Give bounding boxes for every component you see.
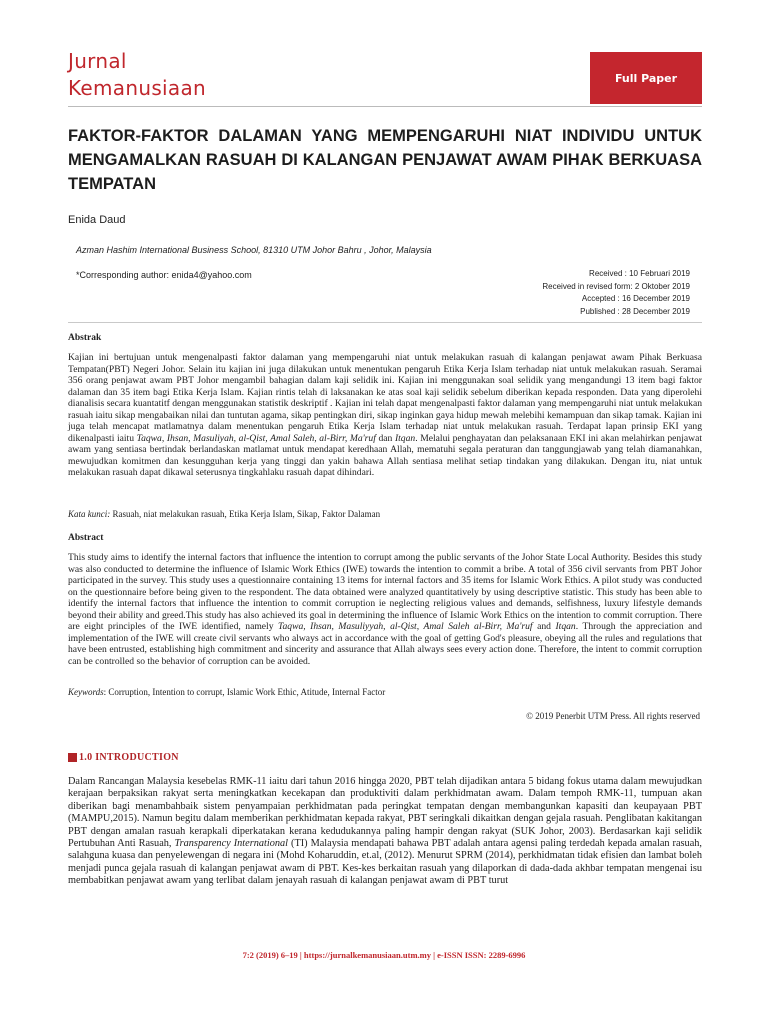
journal-title-line1: Jurnal xyxy=(68,49,127,73)
section-square-icon xyxy=(68,753,77,762)
introduction-heading xyxy=(68,752,179,763)
journal-title xyxy=(68,48,206,102)
abstract-heading: Abstract xyxy=(68,533,104,543)
received-date: Received : 10 Februari 2019 xyxy=(589,269,690,278)
abstract-divider xyxy=(68,322,702,323)
abstrak-heading: Abstrak xyxy=(68,333,102,343)
full-paper-badge: Full Paper xyxy=(590,52,702,104)
abstract-keywords: Keywords: Corruption, Intention to corrupt, Islamic Work Ethic, Atitude, Internal Factor xyxy=(68,687,386,697)
accepted-date: Accepted : 16 December 2019 xyxy=(581,294,690,303)
introduction-text: Dalam Rancangan Malaysia kesebelas RMK-11 iaitu dari tahun 2016 hingga 2020, PBT telah dijadikan antara 5 bidang fokus utama dalam mewujudkan kerajaan berpaksikan rakyat serta meningkatkan kecekapan dan produktiviti dalam perkhidmatan awam. Dalam tempoh RMK-11, tumpuan akan diberikan bagi menambahbaik sistem penyampaian perkhidmatan pada peringkat tempatan dengan membangunkan kapasiti dan keupayaan PBT (MAMPU,2015). Namun begitu dalam memberikan perkhidmatan kepada rakyat, PBT seringkali dikaitkan dengan gejala rasuah. Penglibatan kakitangan PBT dengan amalan rasuah kerapkali diperkatakan kerana kedudukannya paling hampir dengan rakyat (SUK Johor, 2003). Berdasarkan kaji selidik Pertubuhan Anti Rasuah, Transparency International (TI) Malaysia mendapati bahawa PBT adalah antara agensi paling terdedah kepada amalan rasuah, salahguna kuasa dan penyelewengan di negara ini (Mohd Koharuddin, et.al, (2012). Menurut SPRM (2014), perkhidmatan tidak efisien dan lambat boleh menjadi punca gejala rasuah di kalangan penjawat awam di PBT. Kes-kes berkaitan rasuah yang dilaporkan di dada-dada akhbar tempatan mengenai isu membabitkan penjawat awam yang terlibat dalam jenayah rasuah di kalangan penjawat awam di PBT turut xyxy=(68,776,702,887)
introduction-heading-label: 1.0 INTRODUCTION xyxy=(79,752,179,763)
corresponding-author: *Corresponding author: enida4@yahoo.com xyxy=(76,270,252,280)
copyright-notice: © 2019 Penerbit UTM Press. All rights reserved xyxy=(526,711,700,721)
abstrak-keywords: Kata kunci: Rasuah, niat melakukan rasuah, Etika Kerja Islam, Sikap, Faktor Dalaman xyxy=(68,509,381,519)
published-date: Published : 28 December 2019 xyxy=(580,306,690,316)
article-dates xyxy=(542,268,690,318)
revised-date: Received in revised form: 2 Oktober 2019 xyxy=(542,281,690,291)
abstrak-text: Kajian ini bertujuan untuk mengenalpasti faktor dalaman yang mempengaruhi niat untuk melakukan rasuah di kalangan penjawat awam Pihak Berkuasa Tempatan(PBT) Negeri Johor. Selain itu kajian ini juga dilakukan untuk menentukan pengaruh Etika Kerja Islam terhadap niat untuk melakukan rasuah. Seramai 356 orang penjawat awam PBT Johor mengambil bahagian dalam kaji selidik ini. Kajian ini menggunakan soal selidik yang mengandungi 13 item bagi faktor dalaman dan 35 item bagi Etika Kerja Islam. Kajian rintis telah di laksanakan ke atas soal kaji selidik sebelum diberikan kepada responden. Data yang diperolehi dianalisis secara kuantatitf dengan menggunakan statistik deskriptif . Kajian ini telah dapat mengenalpasti faktor dalaman yang mempengaruhi niat untuk melakukan rasuah iaitu sikap mengabaikan nilai dan tuntutan agama, sikap pentingkan diri, sikap inginkan gaya hidup mewah melebihi kemampuan dan sikap tamak. Kajian ini juga telah mencapat matlamatnya dalam menentukan pengaruh Etika Kerja Islam terhadap niat untuk melakukan rasuah. Terdapat lapan prinsip EKI yang dikenalpasti iaitu Taqwa, Ihsan, Masuliyah, al-Qist, Amal Saleh, al-Birr, Ma'ruf dan Itqan. Melalui penghayatan dan pelaksanaan EKI ini akan melahirkan penjawat awam yang sentiasa bertindak berlandaskan matlamat untuk mendapat keredhaan Allah, mematuhi segala peraturan dan tanggungjawab yang telah diamanahkan, mewujudkan komitmen dan kesungguhan kerja yang tinggi dan yakin bahawa Allah sentiasa melihat setiap tindakan yang dilakukan. Dengan itu, niat untuk melakukan rasuah dapat dikawal seterusnya tingkahlaku rasuah dapat dihindari. xyxy=(68,352,702,478)
header-divider xyxy=(68,106,702,107)
page-footer[interactable]: 7:2 (2019) 6–19 | https://jurnalkemanusiaan.utm.my | e-ISSN ISSN: 2289-6996 xyxy=(242,950,526,960)
article-title: FAKTOR-FAKTOR DALAMAN YANG MEMPENGARUHI NIAT INDIVIDU UNTUK MENGAMALKAN RASUAH DI KALANGAN PENJAWAT AWAM PIHAK BERKUASA TEMPATAN xyxy=(68,127,702,193)
author-name: Enida Daud xyxy=(68,214,126,226)
author-affiliation: Azman Hashim International Business School, 81310 UTM Johor Bahru , Johor, Malaysia xyxy=(76,245,432,255)
journal-title-line2: Kemanusiaan xyxy=(68,76,206,100)
abstract-text: This study aims to identify the internal factors that influence the intention to corrupt among the public servants of the Johor State Local Authority. Besides this study was also conducted to determine the influence of Islamic Work Ethics (IWE) towards the intention to commit a bribe. A total of 356 civil servants from PBT Johor participated in the survey. This study uses a questionnaire containing 13 items for internal factors and 35 items for Islamic Work Ethics. A pilot study was conducted on the questionnaire before being given to the respondent. The data obtained were analyzed quantitatively by using descriptive statistic. This study has been able to identify the internal factors that influence the intention to commit corruption ie neglecting religious values and demands, selfishness, luxury lifestyle demands beyond their ability and greed.This study has also achieved its goal in determining the influence of Islamic Work Ethics on the intention to commit corruption. There are eight principles of the IWE identified, namely Taqwa, Ihsan, Masuliyyah, al-Qist, Amal Saleh al-Birr, Ma'ruf and Itqan. Through the appreciation and implementation of the IWE will create civil servants who always act in accordance with the goal of getting God's pleasure, obeying all the rules and regulations that have been entrusted, establishing high commitment and sincerity and assurance that Allah always sees every action done. Therefore, the intent to commit corruption can be controlled so the behavior of corruption can be avoided. xyxy=(68,552,703,667)
